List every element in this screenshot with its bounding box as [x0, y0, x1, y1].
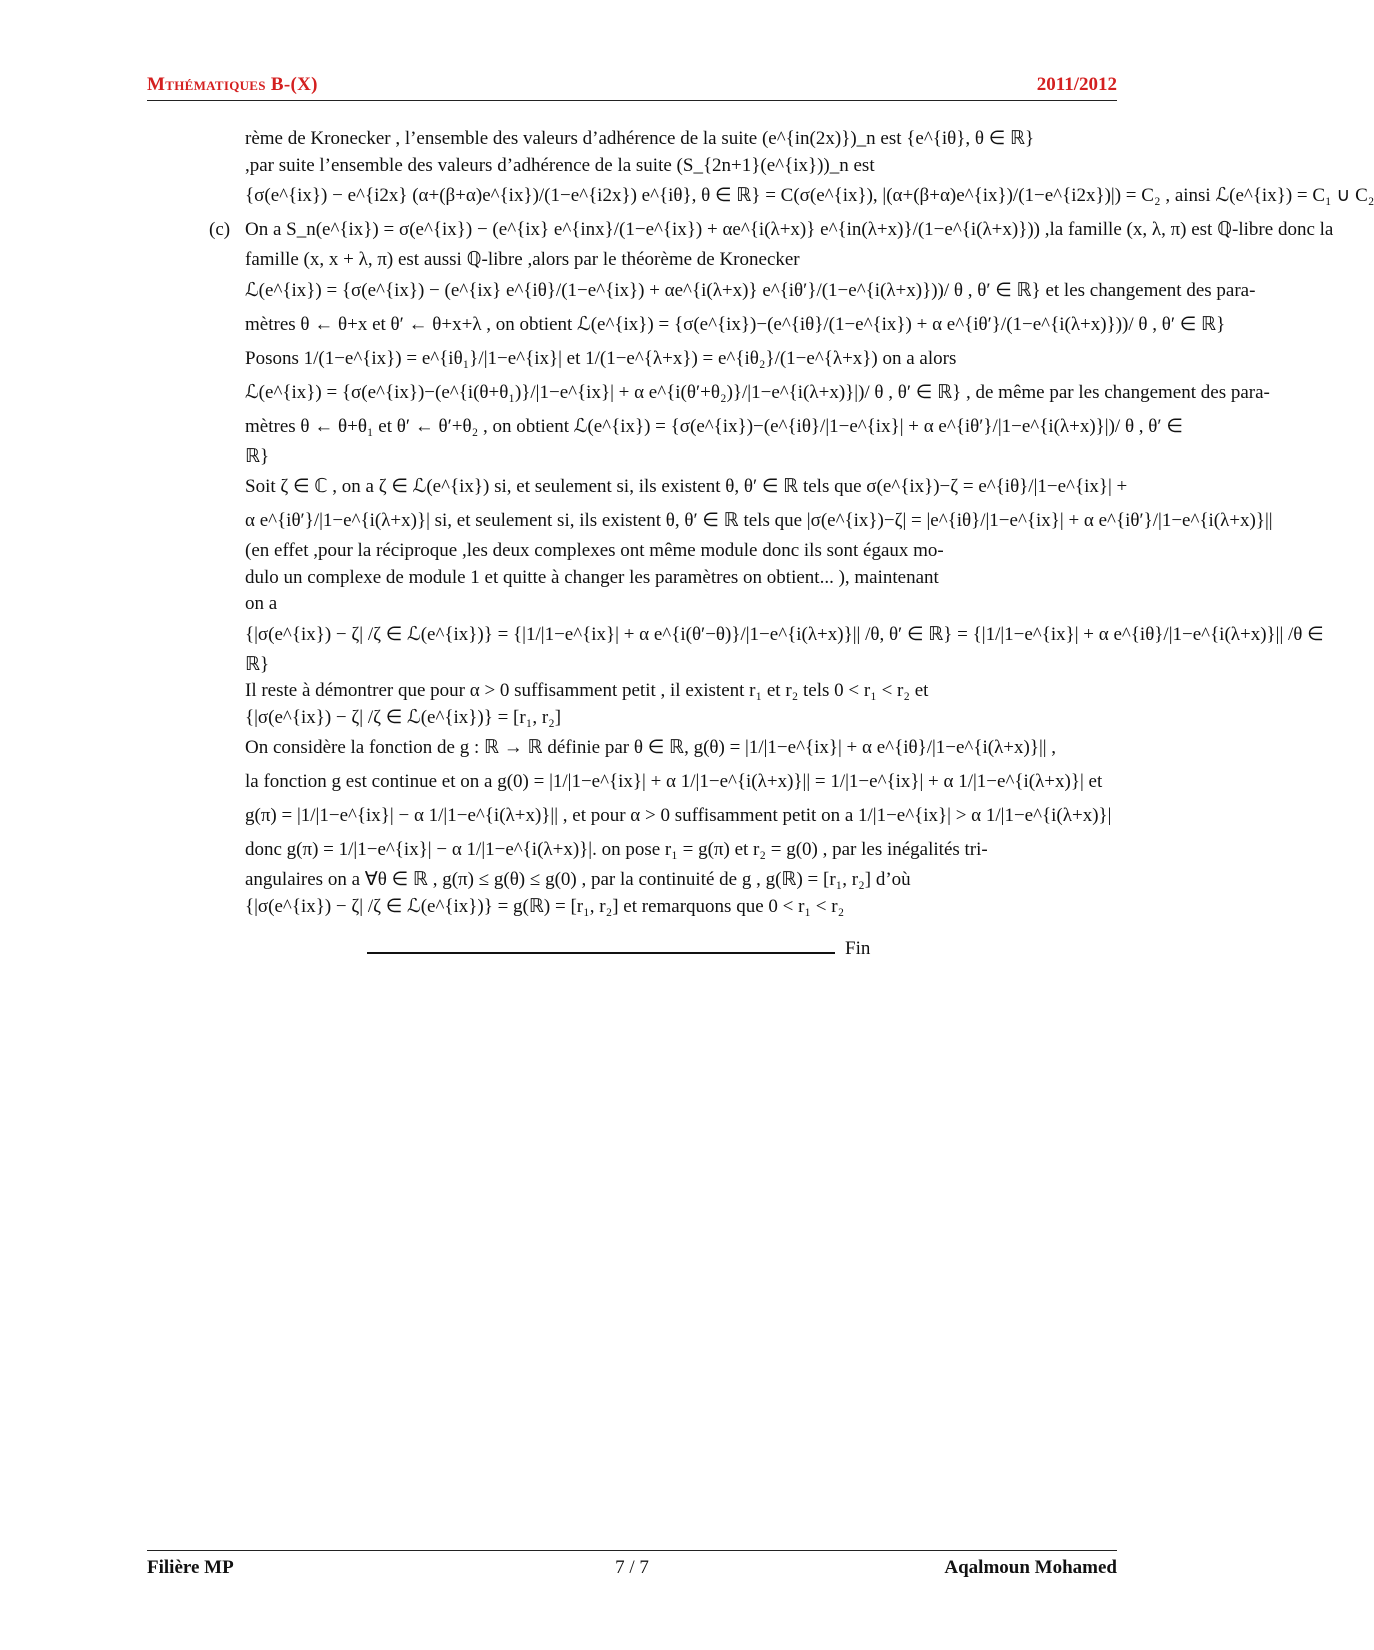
text-line: {|σ(e^{ix}) − ζ| /ζ ∈ ℒ(e^{ix})} = g(ℝ) = [r₁, r₂] et remarquons que 0 < r₁ < r₂ — [245, 895, 845, 917]
text-line: (en effet ,pour la réciproque ,les deux complexes ont même module donc ils sont égaux mo- — [245, 540, 944, 561]
main-content — [209, 126, 1374, 920]
text-line: donc g(π) = 1/|1−e^{ix}| − α 1/|1−e^{i(λ+x)}|. on pose r₁ = g(π) et r₂ = g(0) , par les inégalités tri- — [245, 839, 988, 860]
text-line: {σ(e^{ix}) − e^{i2x} (α+(β+α)e^{ix})/(1−e^{i2x}) e^{iθ}, θ ∈ ℝ} = C(σ(e^{ix}), |(α+(β+α)e^{ix})/(1−e^{i2x})|) = C₂ , ainsi ℒ(e^{ix}) = C₁ ∪ C₂ — [245, 185, 1374, 206]
text-line: Posons 1/(1−e^{ix}) = e^{iθ₁}/|1−e^{ix}| et 1/(1−e^{λ+x}) = e^{iθ₂}/(1−e^{λ+x}) on a alors — [245, 347, 957, 369]
page-footer — [147, 1550, 1117, 1581]
text-line: Il reste à démontrer que pour α > 0 suffisamment petit , il existent r₁ et r₂ tels 0 < r₁ < r₂ et — [245, 680, 929, 701]
text-line: g(π) = |1/|1−e^{ix}| − α 1/|1−e^{i(λ+x)}|| , et pour α > 0 suffisamment petit on a 1/|1−e^{ix}| > α 1/|1−e^{i(λ+x)}| — [245, 805, 1112, 826]
text-line: ℝ} — [245, 445, 270, 467]
text-line: ℒ(e^{ix}) = {σ(e^{ix})−(e^{i(θ+θ₁)}/|1−e^{ix}| + α e^{i(θ′+θ₂)}/|1−e^{i(λ+x)}|)/ θ , θ′ ∈ ℝ} , de même par les changement des para- — [245, 381, 1270, 403]
text-line: α e^{iθ′}/|1−e^{i(λ+x)}| si, et seulement si, ils existent θ, θ′ ∈ ℝ tels que |σ(e^{ix})−ζ| = |e^{iθ}/|1−e^{ix}| + α e^{iθ′}/|1−e^{i(λ+x)}|| — [245, 510, 1273, 531]
text-line: rème de Kronecker , l’ensemble des valeurs d’adhérence de la suite (e^{in(2x)})_n est {e^{iθ}, θ ∈ ℝ} — [245, 128, 1035, 149]
item-label-c: (c) — [209, 219, 231, 240]
text-line: angulaires on a ∀θ ∈ ℝ , g(π) ≤ g(θ) ≤ g(0) , par la continuité de g , g(ℝ) = [r₁, r₂] d’où — [245, 869, 911, 890]
text-line: famille (x, x + λ, π) est aussi ℚ-libre ,alors par le théorème de Kronecker — [245, 249, 800, 270]
footer-page-number: 7 / 7 — [615, 1557, 649, 1578]
header-year: 2011/2012 — [1036, 74, 1117, 95]
page-header — [147, 74, 1117, 101]
text-line: mètres θ ← θ+θ₁ et θ′ ← θ′+θ₂ , on obtient ℒ(e^{ix}) = {σ(e^{ix})−(e^{iθ}/|1−e^{ix}| + α e^{iθ′}/|1−e^{i(λ+x)}|)/ θ , θ′ ∈ — [245, 415, 1183, 437]
end-rule — [367, 952, 835, 954]
text-line: {|σ(e^{ix}) − ζ| /ζ ∈ ℒ(e^{ix})} = [r₁, r₂] — [245, 706, 562, 728]
footer-author: Aqalmoun Mohamed — [944, 1557, 1117, 1578]
footer-program: Filière MP — [147, 1557, 234, 1578]
text-line: ,par suite l’ensemble des valeurs d’adhérence de la suite (S_{2n+1}(e^{ix}))_n est — [245, 154, 875, 176]
end-text: Fin — [845, 938, 871, 959]
text-line: ℒ(e^{ix}) = {σ(e^{ix}) − (e^{ix} e^{iθ}/(1−e^{ix}) + αe^{i(λ+x)} e^{iθ′}/(1−e^{i(λ+x)}))/ θ , θ′ ∈ ℝ} et les changement des para- — [245, 279, 1256, 301]
text-line: ℝ} — [245, 653, 270, 675]
text-line: On a S_n(e^{ix}) = σ(e^{ix}) − (e^{ix} e^{inx}/(1−e^{ix}) + αe^{i(λ+x)} e^{in(λ+x)}/(1−e^{i(λ+x)})) ,la famille (x, λ, π) est ℚ-libre donc la — [245, 219, 1334, 240]
text-line: mètres θ ← θ+x et θ′ ← θ+x+λ , on obtient ℒ(e^{ix}) = {σ(e^{ix})−(e^{iθ}/(1−e^{ix}) + α e^{iθ′}/(1−e^{i(λ+x)}))/ θ , θ′ ∈ ℝ} — [245, 313, 1226, 335]
text-line: On considère la fonction de g : ℝ → ℝ définie par θ ∈ ℝ, g(θ) = |1/|1−e^{ix}| + α e^{iθ}/|1−e^{i(λ+x)}|| , — [245, 737, 1057, 758]
text-line: Soit ζ ∈ ℂ , on a ζ ∈ ℒ(e^{ix}) si, et seulement si, ils existent θ, θ′ ∈ ℝ tels que σ(e^{ix})−ζ = e^{iθ}/|1−e^{ix}| + — [245, 476, 1128, 497]
header-subject: Mthématiques B-(X) — [147, 74, 318, 95]
text-line: la fonction g est continue et on a g(0) = |1/|1−e^{ix}| + α 1/|1−e^{i(λ+x)}|| = 1/|1−e^{ix}| + α 1/|1−e^{i(λ+x)}| et — [245, 771, 1103, 792]
text-line: dulo un complexe de module 1 et quitte à changer les paramètres on obtient... ), maintenant — [245, 566, 939, 588]
text-line: on a — [245, 593, 278, 614]
text-line: {|σ(e^{ix}) − ζ| /ζ ∈ ℒ(e^{ix})} = {|1/|1−e^{ix}| + α e^{i(θ′−θ)}/|1−e^{i(λ+x)}|| /θ, θ′ ∈ ℝ} = {|1/|1−e^{ix}| + α e^{iθ}/|1−e^{i(λ+x)}|| /θ ∈ — [245, 623, 1324, 645]
